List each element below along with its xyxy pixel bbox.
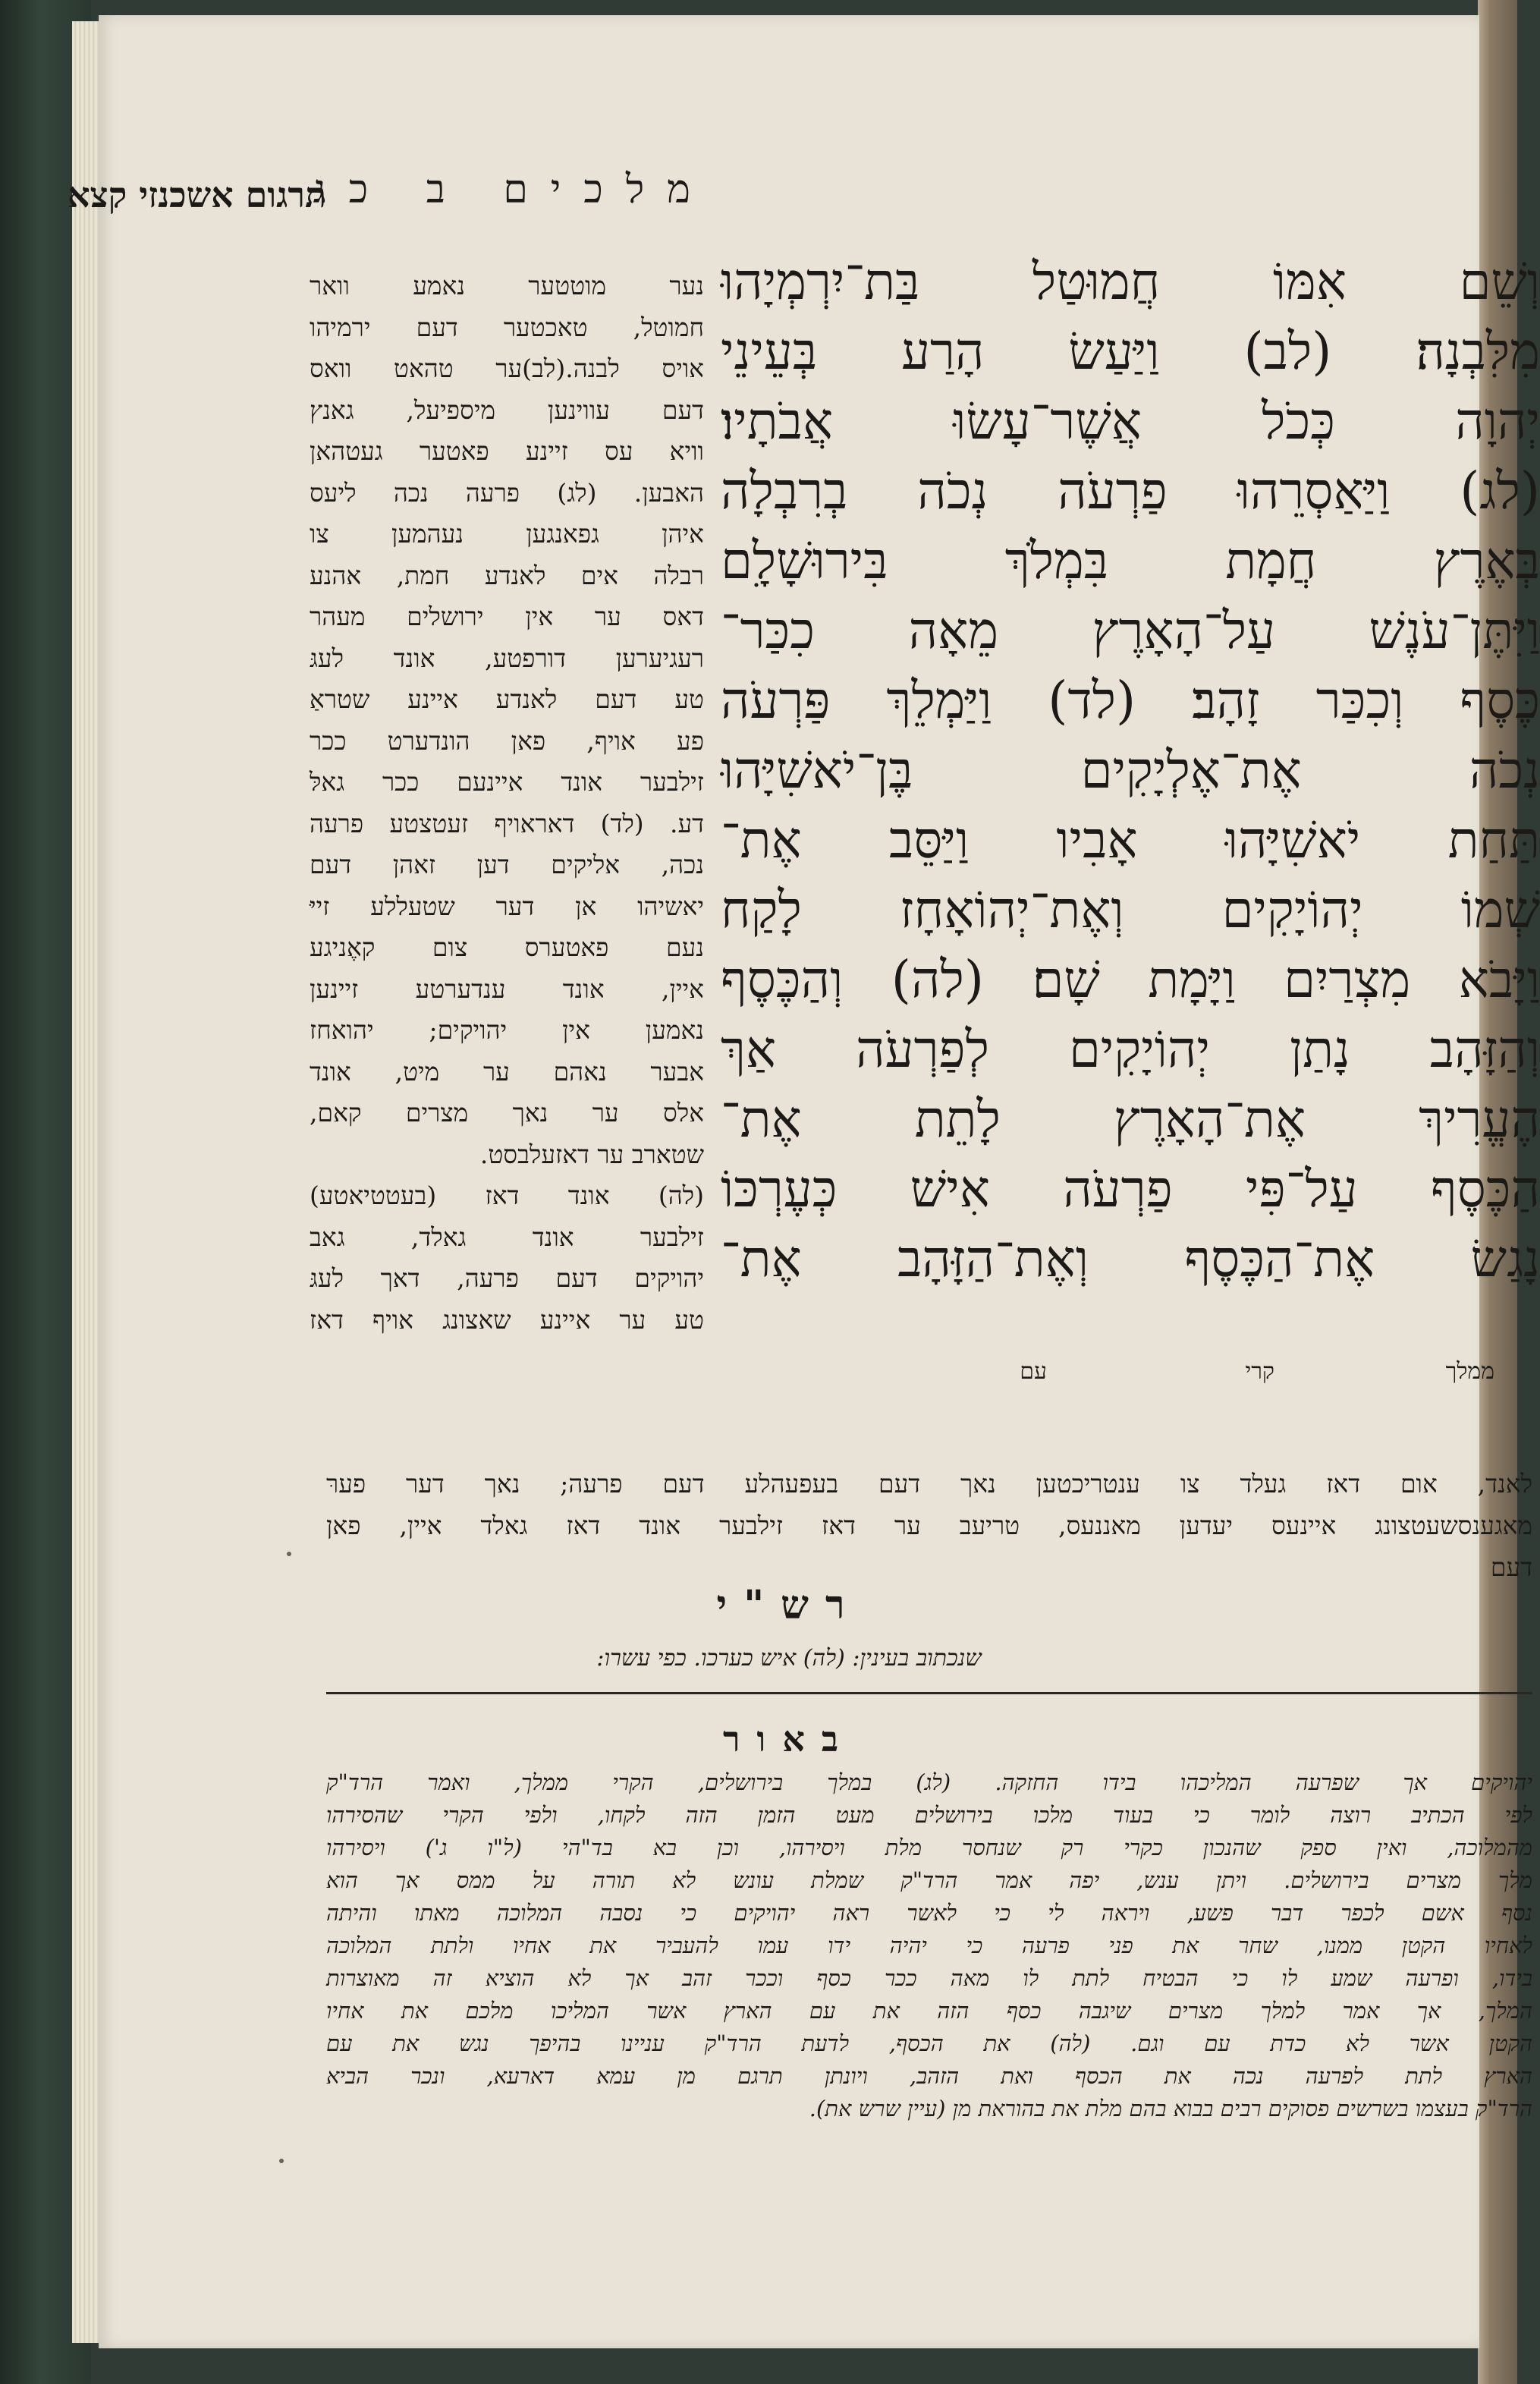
text-line: דעם	[1490, 1552, 1532, 1582]
text-line: מלך מצרים בירושלים. ויתן ענש, יפה אמר הרד"ק שמלת עונש לא תורה על ממס אך הוא	[326, 1867, 1532, 1893]
text-line: טע דעם לאנדע איינע שטראַ	[310, 684, 704, 714]
text-line: כֶּסֶף וְכִכַּר זָהָב׃ (לד) וַיַּמְלֵךְ פַּרְעֹה	[721, 671, 1540, 730]
section-divider	[326, 1692, 1532, 1694]
text-line: רבלה אים לאנדע חמת, אהנע	[310, 560, 704, 590]
note-ketiv: ממלך	[1445, 1358, 1494, 1385]
masoretic-notes	[728, 1358, 1494, 1396]
text-line: (לג) וַיַּאַסְרֵהוּ פַרְעֹה נְכֹה בְרִבְלָה	[721, 461, 1540, 521]
yiddish-translation-continuation	[326, 1463, 1532, 1588]
text-line: זילבער אונד איינעם ככר גאלּ	[310, 767, 704, 797]
text-line: (לה) אונד דאז (בעטטיאטע)	[310, 1181, 704, 1210]
text-line: רעגיערען דורפטע, אונד לעגּ	[310, 643, 704, 673]
text-line: וְשֵׁם אִמּוֹ חֲמוּטַל בַּת־יִרְמְיָהוּ	[721, 252, 1540, 311]
note-kri: קרי	[1245, 1358, 1274, 1385]
text-line: יאשיהו אן דער שטעללע זייּ	[310, 891, 704, 921]
text-line: שְׁמוֹ יְהוֹיָקִים וְאֶת־יְהוֹאָחָז לָקַח	[721, 880, 1540, 939]
text-line: אבער נאהם ער מיט, אונד	[310, 1056, 704, 1087]
running-header-targum: תרגום אשכנזי קצא	[67, 175, 326, 215]
running-header-book: מלכים ב כג	[313, 167, 713, 212]
text-line: דעם עווינען מיספיעל, גאנץ	[310, 395, 704, 425]
text-line: המלך, אך אמר למלך מצרים שיגבה כסף הזה את עם הארץ אשר המליכו מלכם את אחיו	[326, 1998, 1532, 2024]
text-line: אויס לבנה.(לב)ער טהאט וואס	[310, 354, 704, 383]
rashi-heading: רש"י	[716, 1582, 862, 1628]
ink-speck	[287, 1552, 291, 1556]
text-line: אלס ער נאך מצרים קאם,	[310, 1098, 704, 1128]
text-line: דאס ער אין ירושלים מעהר	[310, 602, 704, 631]
text-line: פע אויף, פאן הונדערט ככר	[310, 725, 704, 756]
text-line: נאמען אין יהויקים; יהואחז	[310, 1015, 704, 1045]
text-line: הרד"ק בעצמו בשרשים פסוקים רבים בבוא בהם מלת את בהוראת מן (עיין שרש את).	[809, 2096, 1532, 2121]
text-line: נער מוטטער נאמע וואר	[310, 271, 704, 300]
text-line: הַכֶּסֶף עַל־פִּי פַרְעֹה אִישׁ כְּעֶרְכּוֹ	[721, 1159, 1540, 1219]
text-line: תַּחַת יֹאשִׁיָּהוּ אָבִיו וַיַּסֵּב אֶת־	[721, 810, 1540, 870]
text-line: טע ער איינע שאצונג אויף דאז	[310, 1304, 704, 1335]
biur-commentary	[326, 1766, 1532, 2125]
text-line: בְּאֶרֶץ חֲמָת בִּמְלֹךְ בִּירוּשָׁלִָם	[721, 531, 1540, 590]
text-line: דע. (לד) דאראויף זעטצטע פרעה	[310, 808, 704, 838]
biur-heading: באור	[722, 1719, 856, 1760]
text-line: נְכֹה אֶת־אֶלְיָקִים בֶּן־יֹאשִׁיָּהוּ	[721, 741, 1540, 800]
book-page	[67, 15, 1540, 2348]
text-line: חמוטל, טאכטער דעם ירמיהו	[310, 312, 704, 342]
text-line: לאנד, אום דאז געלד צו ענטריכטען נאך דעם בעפעהלע דעם פרעה; נאך דער פערּ	[326, 1469, 1532, 1499]
text-line: נכה, אליקים דען זאהן דעם	[310, 850, 704, 879]
ink-speck	[279, 2159, 284, 2163]
text-line: לאחיו הקטן ממנו, שחר את פני פרעה כי יהיה ידו עמו להעביר את אחיו ולתת המלוכה	[326, 1933, 1532, 1958]
text-line: נָגַשׂ אֶת־הַכֶּסֶף וְאֶת־הַזָּהָב אֶת־	[721, 1229, 1540, 1288]
text-line: איהן גפאנגען נעהמען צו	[310, 519, 704, 549]
text-line: וויא עס זיינע פאטער געטהאן	[310, 436, 704, 466]
text-line: איין, אונד ענדערטע זיינען	[310, 973, 704, 1004]
main-hebrew-text	[721, 247, 1540, 1294]
text-line: יהויקים אך שפרעה המליכהו בידו החזקה. (לג) במלך בירושלים, הקרי ממלך, ואמר הרד"ק	[326, 1769, 1532, 1795]
text-line: וַיָּבֹא מִצְרַיִם וַיָּמָת שָׁם׃ (לה) וְהַכֶּסֶף	[721, 950, 1540, 1009]
text-line: הֶעֱרִיךְ אֶת־הָאָרֶץ לָתֵת אֶת־	[721, 1090, 1540, 1149]
text-line: הקטן אשר לא כדת עם וגם. (לה) את הכסף, לדעת הרד"ק עניינו בהיפך נגש את עם	[326, 2030, 1532, 2056]
text-line: נעם פאטערס צום קאֶניגע	[310, 933, 704, 962]
yiddish-translation-column	[310, 266, 704, 1341]
text-line: זילבער אונד גאלד, גאב	[310, 1222, 704, 1252]
text-line: בידו, ופרעה שמע לו כי הבטיח לתת לו מאה ככר כסף וככר זהב אך לא הוציא זה מאוצרות	[326, 1965, 1532, 1991]
text-line: מהמלוכה, ואין ספק שהנכון כקרי רק שנחסר מלת ויסירהו, וכן בא בד"הי (ל"ו ג') ויסירהו	[326, 1835, 1532, 1860]
text-line: וַיִּתֶּן־עֹנֶשׁ עַל־הָאָרֶץ מֵאָה כִכַּר־	[721, 601, 1540, 660]
text-line: הארץ לתת לפרעה נכה את הכסף ואת הזהב, ויונתן תרגם מן עמא דארעא, ונכר הביא	[326, 2063, 1532, 2089]
text-line: שטארב ער דאזעלבסט.	[479, 1139, 704, 1169]
text-line: לפי הכתיב רוצה לומר כי בעוד מלכו בירושלים מעט הזמן הזה לקחו, ולפי הקרי שהסירהו	[326, 1802, 1532, 1828]
text-line: יהויקים דעם פרעה, דאך לעגּ	[310, 1263, 704, 1293]
text-line: מִלִּבְנָה׃ (לב) וַיַּעַשׂ הָרַע בְּעֵינֵי	[721, 322, 1540, 381]
note-word: עם	[1020, 1358, 1047, 1385]
text-line: יְהוָה כְּכֹל אֲשֶׁר־עָשׂוּ אֲבֹתָיו׃	[721, 392, 1540, 451]
text-line: מאגענסשעטצונג איינעס יעדען מאננעס, טריעב ער דאז זילבער אונד דאז גאלד איין, פאן	[326, 1511, 1532, 1540]
text-line: נסף אשם לכפר דבר פשע, ויראה לי כי לאשר ראה יהויקים כי נסבה המלוכה מאתו והיתה	[326, 1900, 1532, 1926]
text-line: וְהַזָּהָב נָתַן יְהוֹיָקִים לְפַרְעֹה אַךְ	[721, 1020, 1540, 1079]
rashi-commentary: שנכתוב בעינין: (לה) איש כערכו. כפי עשרו:	[596, 1645, 982, 1672]
text-line: האבען. (לג) פרעה נכה ליעס	[310, 477, 704, 508]
